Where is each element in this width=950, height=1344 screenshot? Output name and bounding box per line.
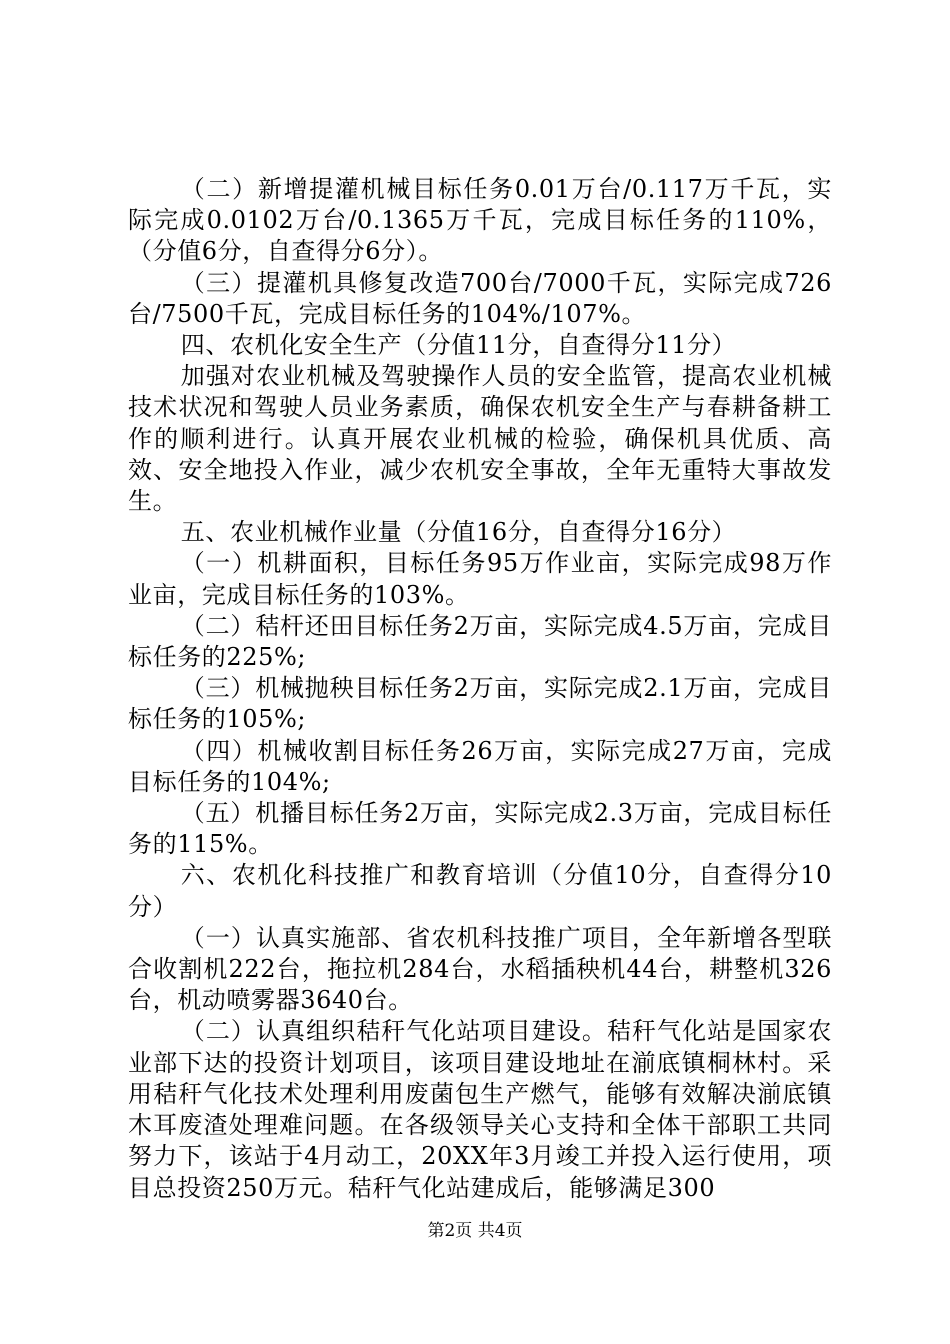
paragraph-harvesting: （四）机械收割目标任务26万亩，实际完成27万亩，完成目标任务的104%; [128,736,832,796]
document-body [128,174,832,1204]
paragraph-irrigation-new: （二）新增提灌机械目标任务0.01万台/0.117万千瓦，实际完成0.0102万台/0.1365万千瓦，完成目标任务的110%，（分值6分，自查得分6分）。 [128,175,832,266]
paragraph-plowing-area: （一）机耕面积，目标任务95万作业亩，实际完成98万作业亩，完成目标任务的103%。 [128,549,832,609]
heading-safety-production: 四、农机化安全生产（分值11分，自查得分11分） [180,331,737,360]
paragraph-seedling-throwing: （三）机械抛秧目标任务2万亩，实际完成2.1万亩，完成目标任务的105%; [128,674,832,734]
heading-tech-promotion: 六、农机化科技推广和教育培训（分值10分，自查得分10分） [128,861,832,921]
paragraph-irrigation-repair: （三）提灌机具修复改造700台/7000千瓦，实际完成726台/7500千瓦，完成目标任务的104%/107%。 [128,268,832,328]
paragraph-straw-return: （二）秸杆还田目标任务2万亩，实际完成4.5万亩，完成目标任务的225%; [128,611,832,672]
paragraph-sowing: （五）机播目标任务2万亩，实际完成2.3万亩，完成目标任务的115%。 [128,799,832,859]
paragraph-tech-projects: （一）认真实施部、省农机科技推广项目，全年新增各型联合收割机222台，拖拉机284台，水稻插秧机44台，耕整机326台，机动喷雾器3640台。 [128,923,832,1015]
page-number-footer: 第2页 共4页 [427,1221,523,1241]
paragraph-safety-supervision: 加强对农业机械及驾驶操作人员的安全监管，提高农业机械技术状况和驾驶人员业务素质，确保农机安全生产与春耕备耕工作的顺利进行。认真开展农业机械的检验，确保机具优质、高效、安全地投入作业，减少农机安全事故，全年无重特大事故发生。 [128,362,832,516]
paragraph-gasification-station: （二）认真组织秸秆气化站项目建设。秸秆气化站是国家农业部下达的投资计划项目，该项目建设地址在湔底镇桐林村。采用秸秆气化技术处理利用废菌包生产燃气，能够有效解决湔底镇木耳废渣处理难问题。在各级领导关心支持和全体干部职工共同努力下，该站于4月动工，20XX年3月竣工并投入运行使用，项目总投资250万元。秸秆气化站建成后，能够满足300 [128,1017,832,1202]
heading-operation-volume: 五、农业机械作业量（分值16分，自查得分16分） [180,518,737,547]
